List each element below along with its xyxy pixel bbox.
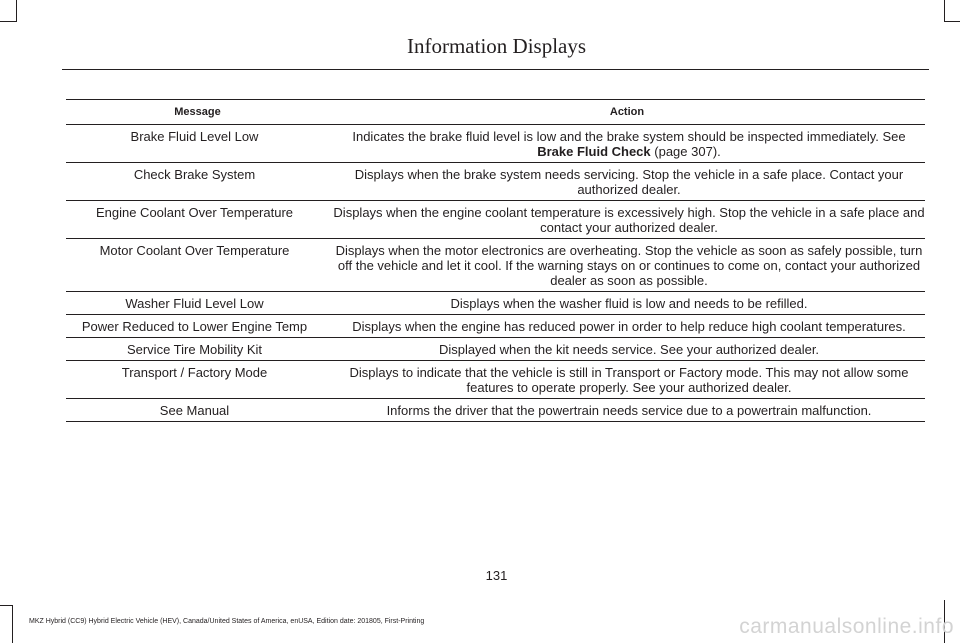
table-row xyxy=(66,163,925,201)
message-cell: Check Brake System xyxy=(66,163,329,201)
action-text: Indicates the brake fluid level is low and the brake system should be inspected immediately. See xyxy=(352,129,906,144)
table-row xyxy=(66,125,925,163)
cross-reference-link[interactable]: Brake Fluid Check xyxy=(537,144,651,159)
message-cell: See Manual xyxy=(66,399,329,422)
action-cell: Displays when the motor electronics are overheating. Stop the vehicle as soon as safely possible, turn off the vehicle and let it cool. If the warning stays on or continues to come on, contact your authorized dealer as soon as possible. xyxy=(329,239,925,292)
message-cell: Brake Fluid Level Low xyxy=(66,125,329,163)
message-cell: Power Reduced to Lower Engine Temp xyxy=(66,315,329,338)
table-row xyxy=(66,292,925,315)
crop-mark-bottom-left-v xyxy=(12,605,13,643)
crop-mark-bottom-left-h xyxy=(0,605,13,606)
column-header-action: Action xyxy=(329,100,925,125)
crop-mark-top-right-h xyxy=(944,21,960,22)
page-number: 131 xyxy=(485,568,508,583)
action-cell: Displays when the engine has reduced power in order to help reduce high coolant temperatures. xyxy=(329,315,925,338)
action-cell: Informs the driver that the powertrain needs service due to a powertrain malfunction. xyxy=(329,399,925,422)
edition-note: MKZ Hybrid (CC9) Hybrid Electric Vehicle (HEV), Canada/United States of America, enUSA, Edition date: 201805, First-Printing xyxy=(29,618,425,625)
table-row xyxy=(66,201,925,239)
table-row xyxy=(66,239,925,292)
action-cell: Displayed when the kit needs service. See your authorized dealer. xyxy=(329,338,925,361)
messages-table xyxy=(66,99,925,422)
action-cell: Displays when the engine coolant temperature is excessively high. Stop the vehicle in a safe place and contact your authorized dealer. xyxy=(329,201,925,239)
crop-mark-top-left-h xyxy=(0,21,17,22)
table-header-row xyxy=(66,100,925,125)
page-reference: (page 307). xyxy=(650,144,721,159)
title-rule xyxy=(62,69,929,70)
message-cell: Washer Fluid Level Low xyxy=(66,292,329,315)
action-cell xyxy=(329,125,925,163)
column-header-message: Message xyxy=(66,100,329,125)
table-row xyxy=(66,338,925,361)
crop-mark-top-right-v xyxy=(944,0,945,22)
action-cell: Displays to indicate that the vehicle is still in Transport or Factory mode. This may not allow some features to operate properly. See your authorized dealer. xyxy=(329,361,925,399)
table-row xyxy=(66,361,925,399)
table-row xyxy=(66,315,925,338)
action-cell: Displays when the washer fluid is low and needs to be refilled. xyxy=(329,292,925,315)
message-cell: Motor Coolant Over Temperature xyxy=(66,239,329,292)
page-title: Information Displays xyxy=(406,34,587,58)
message-cell: Transport / Factory Mode xyxy=(66,361,329,399)
table-row xyxy=(66,399,925,422)
message-cell: Service Tire Mobility Kit xyxy=(66,338,329,361)
crop-mark-top-left-v xyxy=(16,0,17,22)
action-cell: Displays when the brake system needs servicing. Stop the vehicle in a safe place. Contact your authorized dealer. xyxy=(329,163,925,201)
watermark-logo: carmanualsonline.info xyxy=(739,615,954,638)
message-cell: Engine Coolant Over Temperature xyxy=(66,201,329,239)
